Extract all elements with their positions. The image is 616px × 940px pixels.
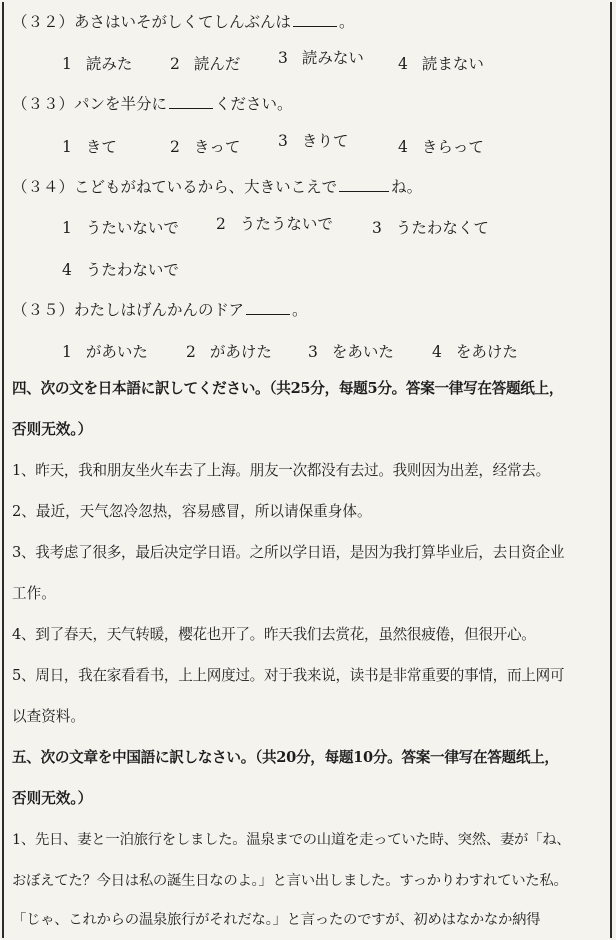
question-suffix: 。 bbox=[339, 13, 355, 31]
translation-item-3-cont: 工作。 bbox=[12, 585, 56, 602]
section-4-heading: 四、次の文を日本語に訳してください。（共25分，每题5分。答案一律写在答题纸上， bbox=[12, 380, 564, 397]
question-34 bbox=[12, 177, 604, 197]
question-text: （３２）あさはいそがしくてしんぶんは bbox=[12, 13, 292, 31]
options-33 bbox=[4, 132, 610, 159]
translation-item-1: 1、昨天，我和朋友坐火车去了上海。朋友一次都没有去过。我则因为出差，经常去。 bbox=[12, 462, 550, 479]
section-4-heading-cont: 否则无效。） bbox=[12, 421, 93, 438]
section-5-heading: 五、次の文章を中国語に訳しなさい。（共20分，每题10分。答案一律写在答题纸上， bbox=[12, 749, 559, 766]
question-35 bbox=[12, 300, 604, 320]
option: 4 きらって bbox=[398, 138, 484, 156]
options-35 bbox=[4, 340, 610, 364]
question-text: （３４）こどもがねているから、大きいこえで bbox=[12, 178, 338, 196]
option: 4 読まない bbox=[398, 55, 484, 73]
translation-item-5: 5、周日，我在家看看书，上上网度过。对于我来说，读书是非常重要的事情，而上网可 bbox=[12, 667, 565, 684]
translation-item-5-cont: 以查资料。 bbox=[12, 708, 85, 725]
option: 2 うたうないで bbox=[216, 215, 333, 233]
translation-item-4: 4、到了春天，天气转暖，樱花也开了。昨天我们去赏花，虽然很疲倦，但很开心。 bbox=[12, 626, 536, 643]
option: 1 うたいないで bbox=[62, 219, 179, 237]
option: 1 があいた bbox=[62, 343, 148, 361]
options-32 bbox=[4, 49, 610, 76]
option: 2 読んだ bbox=[170, 55, 241, 73]
answer-blank bbox=[293, 12, 337, 27]
passage-1-line-2: おぼえてた？今日は私の誕生日なのよ。」と言い出しました。すっかりわすれていた私。 bbox=[12, 873, 568, 889]
options-34 bbox=[4, 216, 610, 240]
question-text: （３５）わたしはげんかんのドア bbox=[12, 301, 245, 319]
option: 2 きって bbox=[170, 138, 241, 156]
section-5-heading-cont: 否则无效。） bbox=[12, 790, 93, 807]
option: 3 きりて bbox=[278, 132, 349, 150]
option: 2 があけた bbox=[186, 343, 272, 361]
translation-item-3: 3、我考虑了很多，最后决定学日语。之所以学日语，是因为我打算毕业后，去日资企业 bbox=[12, 544, 565, 561]
question-suffix: 。 bbox=[292, 301, 308, 319]
answer-blank bbox=[246, 300, 290, 315]
option: 4 うたわないで bbox=[62, 261, 179, 279]
question-33 bbox=[12, 94, 604, 114]
exam-page bbox=[2, 2, 612, 938]
question-32 bbox=[12, 12, 604, 32]
question-suffix: ください。 bbox=[215, 95, 293, 113]
option: 3 うたわなくて bbox=[372, 219, 489, 237]
answer-blank bbox=[339, 177, 389, 192]
option: 3 をあいた bbox=[308, 343, 394, 361]
question-text: （３３）パンを半分に bbox=[12, 95, 168, 113]
question-suffix: ね。 bbox=[391, 178, 423, 196]
translation-item-2: 2、最近，天气忽冷忽热，容易感冒，所以请保重身体。 bbox=[12, 503, 372, 520]
options-34-row2 bbox=[4, 258, 610, 282]
option: 4 をあけた bbox=[432, 343, 518, 361]
answer-blank bbox=[169, 94, 213, 109]
option: 1 読みた bbox=[62, 55, 133, 73]
passage-1-line-3: 「じゃ、これからの温泉旅行がそれだな。」と言ったのですが、初めはなかなか納得 bbox=[12, 912, 541, 928]
option: 1 きて bbox=[62, 138, 117, 156]
option: 3 読みない bbox=[278, 49, 364, 67]
passage-1-line-1: 1、先日、妻と一泊旅行をしました。温泉までの山道を走っていた時、突然、妻が「ね、 bbox=[12, 832, 571, 848]
